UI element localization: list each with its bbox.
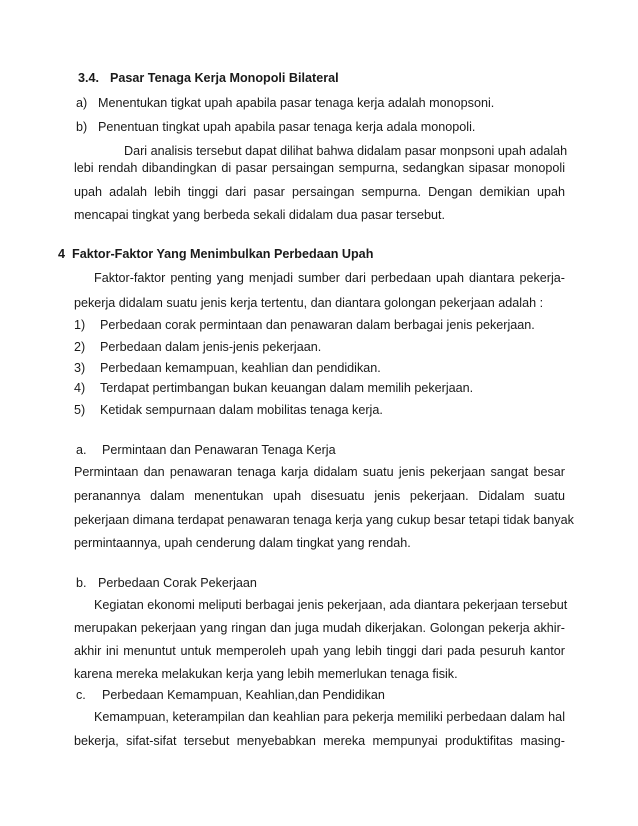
list-item: Perbedaan kemampuan, keahlian dan pendidikan. — [100, 361, 381, 375]
subsection-marker: b. — [76, 576, 87, 590]
list-item: Ketidak sempurnaan dalam mobilitas tenaga kerja. — [100, 403, 383, 417]
section-3-4-title: Pasar Tenaga Kerja Monopoli Bilateral — [110, 71, 339, 85]
subsection-title: Perbedaan Corak Pekerjaan — [98, 576, 257, 590]
paragraph-line: peranannya dalam menentukan upah disesuatu jenis pekerjaan. Didalam suatu — [74, 489, 565, 503]
section-4-title: Faktor-Faktor Yang Menimbulkan Perbedaan Upah — [72, 247, 374, 261]
list-item: Penentuan tingkat upah apabila pasar tenaga kerja adala monopoli. — [98, 120, 476, 134]
paragraph-line: permintaannya, upah cenderung dalam tingkat yang rendah. — [74, 536, 411, 550]
paragraph-line: pekerjaan dimana terdapat penawaran tenaga kerja yang cukup besar tetapi tidak banyak — [74, 513, 574, 527]
subsection-title: Permintaan dan Penawaran Tenaga Kerja — [102, 443, 336, 457]
paragraph-line: mencapai tingkat yang berbeda sekali didalam dua pasar tersebut. — [74, 208, 446, 222]
paragraph-line: Faktor-faktor penting yang menjadi sumber dari perbedaan upah diantara pekerja- — [94, 271, 565, 285]
list-marker: 4) — [74, 381, 86, 395]
subsection-marker: c. — [76, 688, 86, 702]
paragraph-line: pekerja didalam suatu jenis kerja tertentu, dan diantara golongan pekerjaan adalah : — [74, 296, 544, 310]
paragraph-line: lebi rendah dibandingkan di pasar persaingan sempurna, sedangkan sipasar monopoli — [74, 161, 565, 175]
list-item: Menentukan tigkat upah apabila pasar tenaga kerja adalah monopsoni. — [98, 96, 495, 110]
section-4-number: 4 — [58, 247, 66, 261]
list-marker: 5) — [74, 403, 86, 417]
paragraph-line: karena mereka melakukan kerja yang lebih memerlukan tenaga fisik. — [74, 667, 458, 681]
paragraph-line: Dari analisis tersebut dapat dilihat bahwa didalam pasar monpsoni upah adalah — [124, 144, 568, 158]
list-item: Terdapat pertimbangan bukan keuangan dalam memilih pekerjaan. — [100, 381, 474, 395]
paragraph-line: akhir ini menuntut untuk memperoleh upah yang lebih tinggi dari pada pesuruh kantor — [74, 644, 565, 658]
paragraph-line: merupakan pekerjaan yang ringan dan juga mudah dikerjakan. Golongan pekerja akhir- — [74, 621, 565, 635]
subsection-marker: a. — [76, 443, 87, 457]
list-item: Perbedaan dalam jenis-jenis pekerjaan. — [100, 340, 322, 354]
list-marker: b) — [76, 120, 88, 134]
paragraph-line: bekerja, sifat-sifat tersebut menyebabkan mereka mempunyai produktifitas masing- — [74, 734, 565, 748]
list-item: Perbedaan corak permintaan dan penawaran dalam berbagai jenis pekerjaan. — [100, 318, 535, 332]
list-marker: 3) — [74, 361, 86, 375]
paragraph-line: Kemampuan, keterampilan dan keahlian para pekerja memiliki perbedaan dalam hal — [94, 710, 565, 724]
list-marker: 2) — [74, 340, 86, 354]
paragraph-line: upah adalah lebih tinggi dari pasar persaingan sempurna. Dengan demikian upah — [74, 185, 565, 199]
paragraph-line: Permintaan dan penawaran tenaga karja didalam suatu jenis pekerjaan sangat besar — [74, 465, 565, 479]
section-3-4-number: 3.4. — [78, 71, 100, 85]
list-marker: 1) — [74, 318, 86, 332]
paragraph-line: Kegiatan ekonomi meliputi berbagai jenis pekerjaan, ada diantara pekerjaan tersebut — [94, 598, 568, 612]
list-marker: a) — [76, 96, 88, 110]
subsection-title: Perbedaan Kemampuan, Keahlian,dan Pendidikan — [102, 688, 385, 702]
